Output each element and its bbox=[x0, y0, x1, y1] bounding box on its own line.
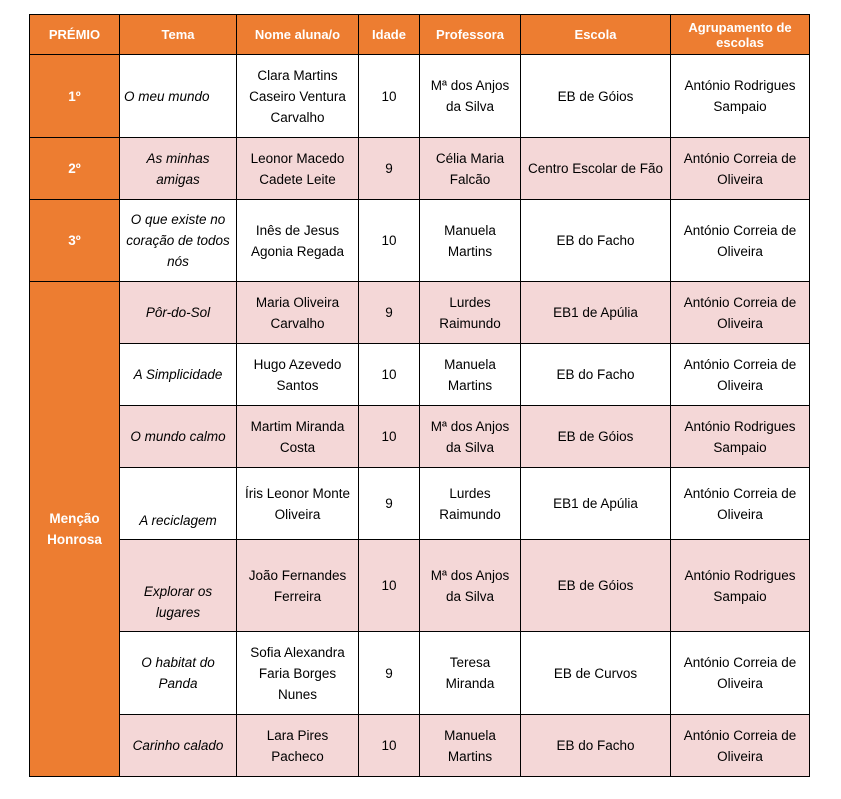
cell-nome: João Fernandes Ferreira bbox=[237, 540, 359, 632]
cell-idade: 10 bbox=[359, 344, 420, 406]
cell-agrupamento: António Correia de Oliveira bbox=[671, 632, 810, 715]
header-nome: Nome aluna/o bbox=[237, 15, 359, 55]
table-row bbox=[30, 468, 810, 540]
cell-tema: Pôr-do-Sol bbox=[120, 282, 237, 344]
cell-professora: Manuela Martins bbox=[420, 344, 521, 406]
table-row bbox=[30, 406, 810, 468]
cell-agrupamento: António Correia de Oliveira bbox=[671, 200, 810, 282]
cell-idade: 9 bbox=[359, 632, 420, 715]
header-escola: Escola bbox=[521, 15, 671, 55]
cell-professora: Teresa Miranda bbox=[420, 632, 521, 715]
cell-professora: Célia Maria Falcão bbox=[420, 138, 521, 200]
cell-nome: Maria Oliveira Carvalho bbox=[237, 282, 359, 344]
cell-agrupamento: António Correia de Oliveira bbox=[671, 344, 810, 406]
cell-agrupamento: António Rodrigues Sampaio bbox=[671, 406, 810, 468]
table-row bbox=[30, 55, 810, 138]
cell-agrupamento: António Rodrigues Sampaio bbox=[671, 55, 810, 138]
prize-third: 3º bbox=[30, 200, 120, 282]
cell-nome: Martim Miranda Costa bbox=[237, 406, 359, 468]
prize-honorable: Menção Honrosa bbox=[30, 282, 120, 777]
cell-idade: 9 bbox=[359, 138, 420, 200]
cell-tema: Carinho calado bbox=[120, 715, 237, 777]
table-row bbox=[30, 540, 810, 632]
cell-idade: 10 bbox=[359, 200, 420, 282]
header-idade: Idade bbox=[359, 15, 420, 55]
cell-escola: EB do Facho bbox=[521, 715, 671, 777]
cell-escola: EB de Góios bbox=[521, 540, 671, 632]
table-row bbox=[30, 344, 810, 406]
cell-tema: As minhas amigas bbox=[120, 138, 237, 200]
cell-nome: Hugo Azevedo Santos bbox=[237, 344, 359, 406]
cell-nome: Clara Martins Caseiro Ventura Carvalho bbox=[237, 55, 359, 138]
cell-professora: Mª dos Anjos da Silva bbox=[420, 406, 521, 468]
cell-tema: A reciclagem bbox=[120, 468, 237, 540]
cell-professora: Mª dos Anjos da Silva bbox=[420, 55, 521, 138]
cell-tema: O habitat do Panda bbox=[120, 632, 237, 715]
cell-nome: Lara Pires Pacheco bbox=[237, 715, 359, 777]
header-tema: Tema bbox=[120, 15, 237, 55]
cell-professora: Lurdes Raimundo bbox=[420, 468, 521, 540]
cell-idade: 10 bbox=[359, 55, 420, 138]
cell-professora: Manuela Martins bbox=[420, 200, 521, 282]
header-professora: Professora bbox=[420, 15, 521, 55]
cell-nome: Sofia Alexandra Faria Borges Nunes bbox=[237, 632, 359, 715]
cell-agrupamento: António Correia de Oliveira bbox=[671, 282, 810, 344]
cell-agrupamento: António Correia de Oliveira bbox=[671, 715, 810, 777]
table-row bbox=[30, 200, 810, 282]
cell-escola: EB de Góios bbox=[521, 406, 671, 468]
cell-escola: EB do Facho bbox=[521, 200, 671, 282]
cell-nome: Inês de Jesus Agonia Regada bbox=[237, 200, 359, 282]
table-row bbox=[30, 715, 810, 777]
cell-nome: Íris Leonor Monte Oliveira bbox=[237, 468, 359, 540]
cell-professora: Mª dos Anjos da Silva bbox=[420, 540, 521, 632]
cell-professora: Lurdes Raimundo bbox=[420, 282, 521, 344]
cell-agrupamento: António Rodrigues Sampaio bbox=[671, 540, 810, 632]
header-agrupamento: Agrupamento de escolas bbox=[671, 15, 810, 55]
cell-idade: 9 bbox=[359, 282, 420, 344]
header-premio: PRÉMIO bbox=[30, 15, 120, 55]
cell-tema: O que existe no coração de todos nós bbox=[120, 200, 237, 282]
cell-agrupamento: António Correia de Oliveira bbox=[671, 138, 810, 200]
prize-first: 1º bbox=[30, 55, 120, 138]
cell-escola: EB de Góios bbox=[521, 55, 671, 138]
cell-escola: EB1 de Apúlia bbox=[521, 468, 671, 540]
cell-tema: Explorar os lugares bbox=[120, 540, 237, 632]
awards-table bbox=[29, 14, 810, 777]
table-row bbox=[30, 282, 810, 344]
table-row bbox=[30, 632, 810, 715]
cell-tema: A Simplicidade bbox=[120, 344, 237, 406]
cell-idade: 9 bbox=[359, 468, 420, 540]
cell-idade: 10 bbox=[359, 406, 420, 468]
cell-nome: Leonor Macedo Cadete Leite bbox=[237, 138, 359, 200]
cell-tema: O mundo calmo bbox=[120, 406, 237, 468]
cell-escola: EB1 de Apúlia bbox=[521, 282, 671, 344]
cell-tema: O meu mundo bbox=[120, 55, 237, 138]
cell-professora: Manuela Martins bbox=[420, 715, 521, 777]
cell-escola: EB do Facho bbox=[521, 344, 671, 406]
cell-idade: 10 bbox=[359, 540, 420, 632]
prize-second: 2º bbox=[30, 138, 120, 200]
cell-idade: 10 bbox=[359, 715, 420, 777]
cell-agrupamento: António Correia de Oliveira bbox=[671, 468, 810, 540]
cell-escola: Centro Escolar de Fão bbox=[521, 138, 671, 200]
header-row bbox=[30, 15, 810, 55]
table-row bbox=[30, 138, 810, 200]
cell-escola: EB de Curvos bbox=[521, 632, 671, 715]
